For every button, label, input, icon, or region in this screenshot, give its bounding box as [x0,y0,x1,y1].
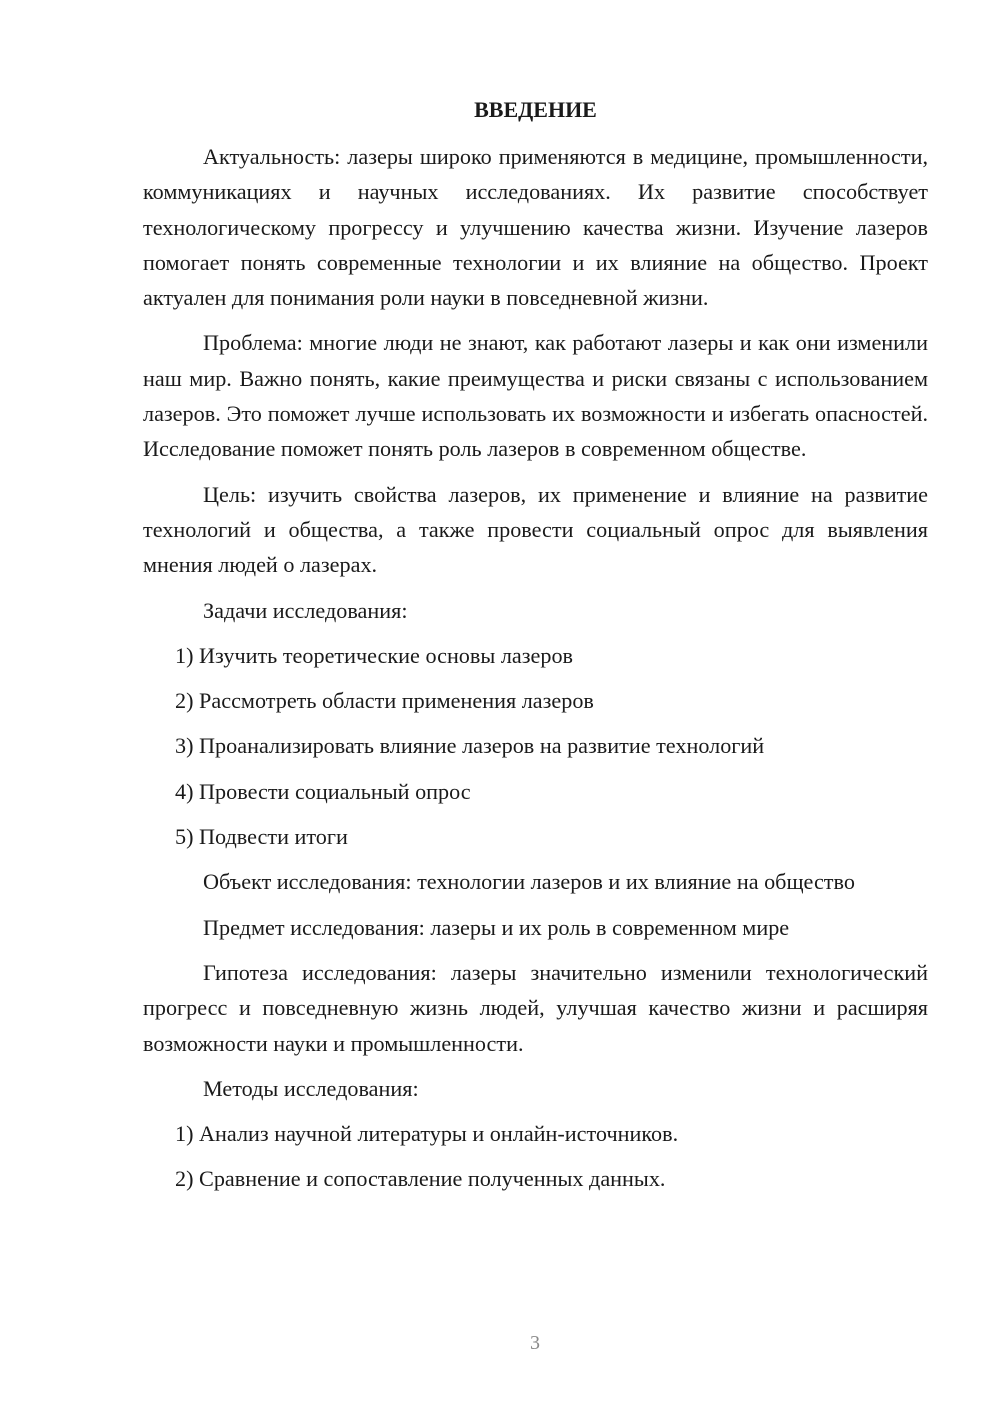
goal-paragraph: Цель: изучить свойства лазеров, их применение и влияние на развитие технологий и общества, а также провести социальный опрос для выявления мнения людей о лазерах. [143,481,928,578]
hypothesis-paragraph: Гипотеза исследования: лазеры значительно изменили технологический прогресс и повседневную жизнь людей, улучшая качество жизни и расширяя возможности науки и промышленности. [143,959,928,1056]
list-item: 5) Подвести итоги [175,824,348,850]
object-paragraph: Объект исследования: технологии лазеров и их влияние на общество [203,869,855,895]
relevance-paragraph: Актуальность: лазеры широко применяются в медицине, промышленности, коммуникациях и научных исследованиях. Их развитие способствует технологическому прогрессу и улучшению качества жизни. Изучение лазеров помогает понять современные технологии и их влияние на общество. Проект актуален для понимания роли науки в повседневной жизни. [143,144,928,311]
list-item: 1) Изучить теоретические основы лазеров [175,642,574,668]
problem-paragraph: Проблема: многие люди не знают, как работают лазеры и как они изменили наш мир. Важно понять, какие преимущества и риски связаны с использованием лазеров. Это поможет лучше использовать их возможности и избегать опасностей. Исследование поможет понять роль лазеров в современном обществе. [143,330,928,462]
page-number: 3 [530,1332,540,1354]
list-item: 4) Провести социальный опрос [175,778,471,804]
list-item: 1) Анализ научной литературы и онлайн-источников. [175,1121,679,1147]
methods-list [143,1116,928,1197]
methods-heading: Методы исследования: [203,1075,419,1101]
list-item: 2) Сравнение и сопоставление полученных данных. [175,1166,666,1192]
list-item: 3) Проанализировать влияние лазеров на развитие технологий [175,733,765,759]
document-page [143,92,928,1207]
list-item: 2) Рассмотреть области применения лазеров [175,688,594,714]
subject-paragraph: Предмет исследования: лазеры и их роль в современном мире [203,914,790,940]
tasks-heading: Задачи исследования: [203,597,408,623]
section-title: ВВЕДЕНИЕ [474,97,597,122]
tasks-list [143,638,928,854]
